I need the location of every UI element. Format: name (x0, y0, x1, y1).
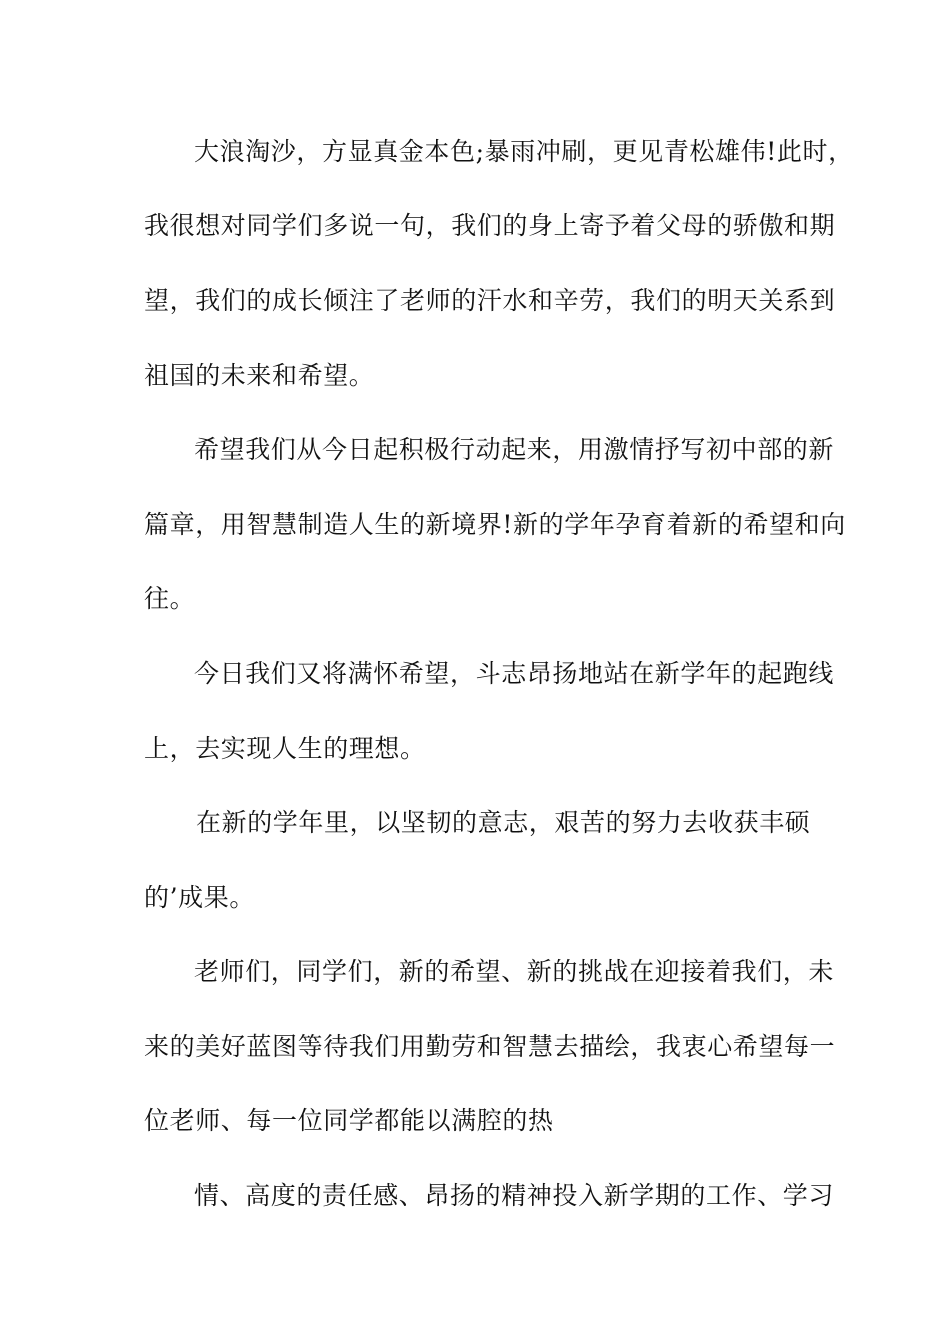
paragraph-5-line-2: 来的美好蓝图等待我们用勤劳和智慧去描绘，我衷心希望每一 (144, 1032, 836, 1061)
paragraph-2-line-3: 往。 (144, 584, 196, 613)
paragraph-2-line-1: 希望我们从今日起积极行动起来，用激情抒写初中部的新 (194, 435, 835, 464)
paragraph-1-line-3: 望，我们的成长倾注了老师的汗水和辛劳，我们的明天关系到 (144, 286, 836, 315)
paragraph-1-line-4: 祖国的未来和希望。 (144, 361, 375, 390)
paragraph-2-line-2: 篇章，用智慧制造人生的新境界!新的学年孕育着新的希望和向 (144, 510, 846, 539)
paragraph-3-line-2: 上，去实现人生的理想。 (144, 734, 426, 763)
paragraph-1-line-2: 我很想对同学们多说一句，我们的身上寄予着父母的骄傲和期 (144, 211, 836, 240)
paragraph-6-line-1: 情、高度的责任感、昂扬的精神投入新学期的工作、学习 (194, 1181, 835, 1210)
paragraph-1-line-1: 大浪淘沙，方显真金本色;暴雨冲刷，更见青松雄伟!此时， (194, 137, 854, 166)
paragraph-5-line-1: 老师们，同学们，新的希望、新的挑战在迎接着我们，未 (194, 957, 835, 986)
paragraph-4-line-2: 的’成果。 (144, 883, 255, 912)
paragraph-3-line-1: 今日我们又将满怀希望，斗志昂扬地站在新学年的起跑线 (194, 659, 835, 688)
paragraph-4-line-1: 在新的学年里，以坚韧的意志，艰苦的努力去收获丰硕 (196, 808, 811, 837)
paragraph-5-line-3: 位老师、每一位同学都能以满腔的热 (144, 1106, 554, 1135)
